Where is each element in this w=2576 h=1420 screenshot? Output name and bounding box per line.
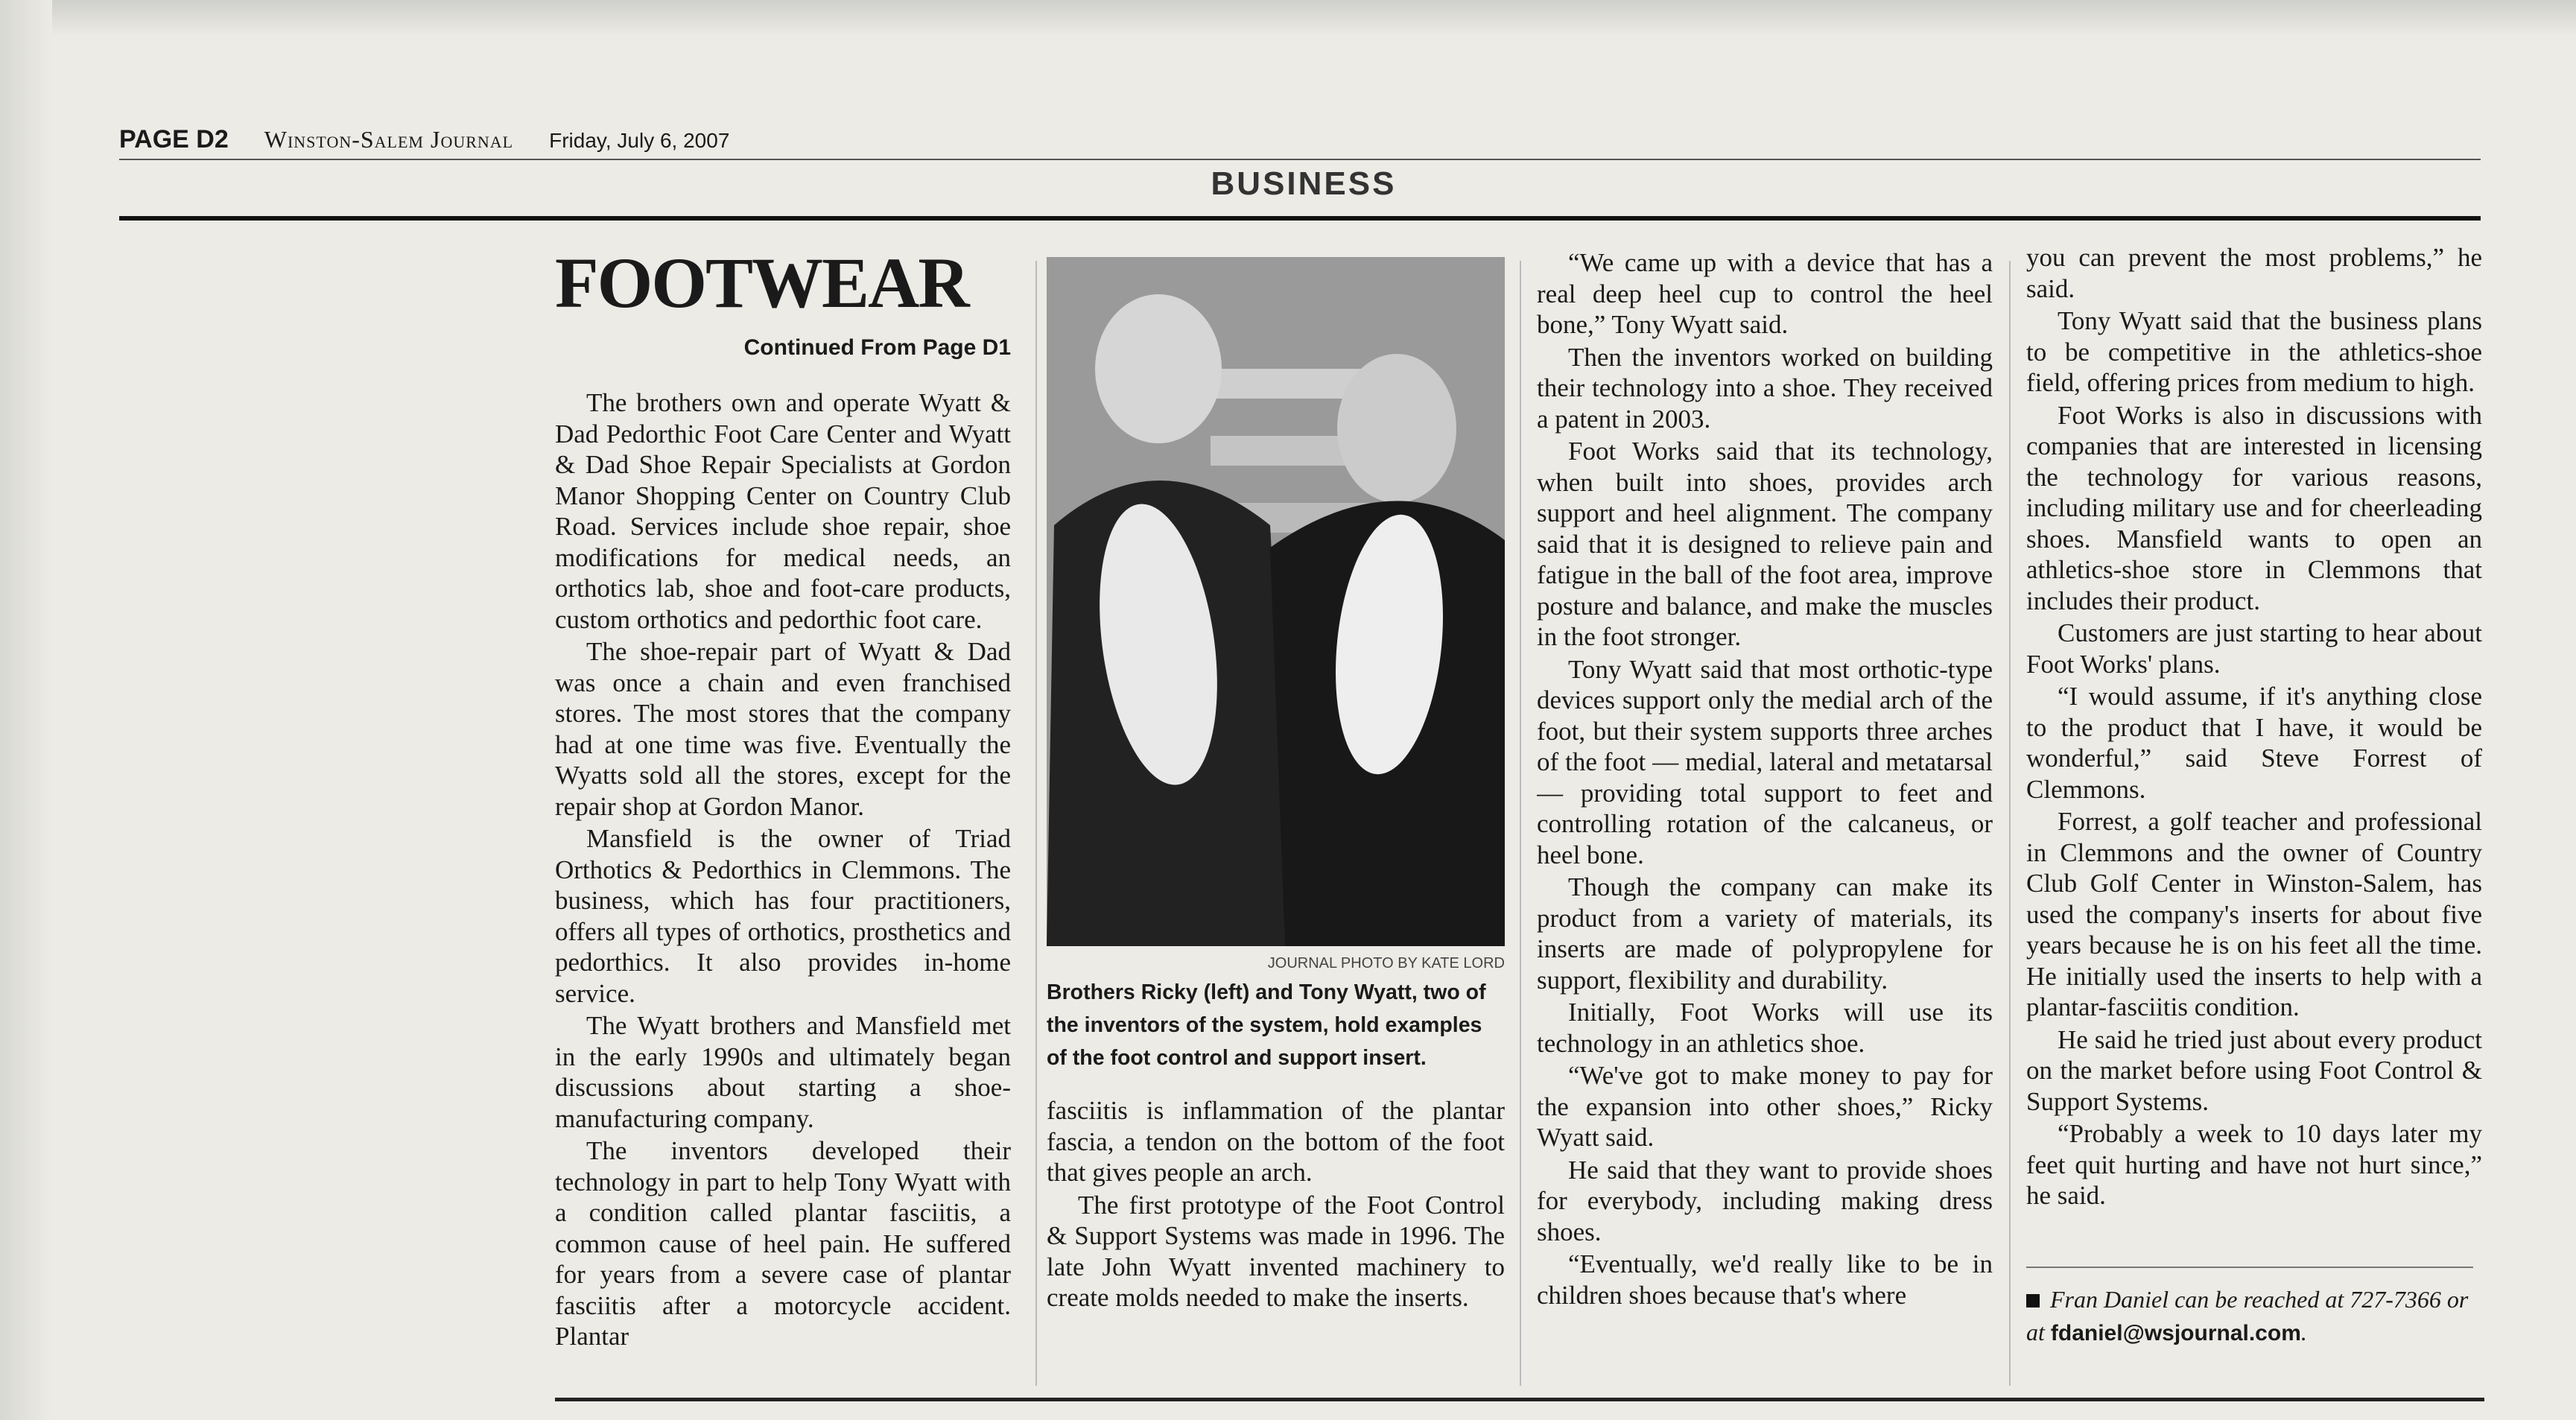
paragraph: Foot Works said that its technology, when built into shoes, provides arch support and heel alignment. The company said that it is designed to relieve pain and fatigue in the ball of the foot area, improve posture and balance, and make the muscles in the foot stronger.	[1537, 437, 1993, 651]
headline: FOOTWEAR	[555, 243, 968, 323]
signoff-text: Fran Daniel can be reached at 727-7366 or at	[2026, 1286, 2469, 1345]
brothers-photo-illustration	[1047, 257, 1505, 946]
page-number: PAGE D2	[119, 125, 229, 153]
signoff-rule	[2026, 1267, 2473, 1268]
paragraph: Forrest, a golf teacher and professional in Clemmons and the owner of Country Club Golf Center in Winston-Salem, has used the company's inserts for about five years because he is on his feet all the time. He initially used the inserts to help with a plantar-fasciitis condition.	[2026, 807, 2482, 1021]
paragraph: The Wyatt brothers and Mansfield met in the early 1990s and ultimately began discussions about starting a shoe-manufacturing company.	[555, 1011, 1011, 1133]
photo-credit: JOURNAL PHOTO BY KATE LORD	[1267, 955, 1505, 972]
paragraph: “We've got to make money to pay for the expansion into other shoes,” Ricky Wyatt said.	[1537, 1061, 1993, 1152]
paragraph: The brothers own and operate Wyatt & Dad Pedorthic Foot Care Center and Wyatt & Dad Shoe Repair Specialists at Gordon Manor Shopping Center on Country Club Road. Services include shoe repair, shoe modifications for medical needs, an orthotics lab, shoe and foot-care products, custom orthotics and pedorthic foot care.	[555, 388, 1011, 634]
continued-from: Continued From Page D1	[743, 335, 1011, 360]
section-label: BUSINESS	[1211, 165, 1397, 202]
paragraph: Tony Wyatt said that the business plans to be competitive in the athletics-shoe field, offering prices from medium to high.	[2026, 306, 2482, 397]
paragraph: “We came up with a device that has a real deep heel cup to control the heel bone,” Tony Wyatt said.	[1537, 248, 1993, 339]
paper-edge-top	[0, 0, 2576, 36]
paragraph: Mansfield is the owner of Triad Orthotics & Pedorthics in Clemmons. The business, which has four practitioners, offers all types of orthotics, prosthetics and pedorthics. It also provides in-home service.	[555, 824, 1011, 1008]
paragraph: The inventors developed their technology in part to help Tony Wyatt with a condition called plantar fasciitis, a common cause of heel pain. He suffered for years from a severe case of plantar fasciitis after a motorcycle accident. Plantar	[555, 1136, 1011, 1351]
article-column-4	[2026, 242, 2482, 1259]
article-column-3	[1537, 247, 1993, 1365]
signoff-period: .	[2300, 1319, 2307, 1345]
paragraph: The shoe-repair part of Wyatt & Dad was once a chain and even franchised stores. The most stores that the company had at one time was five. Eventually the Wyatts sold all the stores, except for the repair shop at Gordon Manor.	[555, 637, 1011, 821]
paragraph: you can prevent the most problems,” he said.	[2026, 243, 2482, 303]
article-column-2	[1047, 1095, 1505, 1363]
publication-date: Friday, July 6, 2007	[549, 129, 730, 152]
column-rule	[1520, 261, 1521, 1386]
article-photo	[1047, 257, 1505, 946]
paragraph: The first prototype of the Foot Control & Support Systems was made in 1996. The late John Wyatt invented machinery to create molds needed to make the inserts.	[1047, 1190, 1505, 1312]
paragraph: “Eventually, we'd really like to be in children shoes because that's where	[1537, 1249, 1993, 1310]
paragraph: He said he tried just about every product on the market before using Foot Control & Support Systems.	[2026, 1024, 2482, 1116]
paragraph: Customers are just starting to hear about Foot Works' plans.	[2026, 618, 2482, 679]
paragraph: Foot Works is also in discussions with companies that are interested in licensing the technology for various reasons, including military use and for cheerleading shoes. Mansfield wants to open an athletics-shoe store in Clemmons that includes their product.	[2026, 400, 2482, 615]
author-signoff	[2026, 1283, 2473, 1350]
masthead: Winston-Salem Journal	[264, 126, 514, 153]
article-column-1	[555, 387, 1011, 1360]
header-rule	[119, 159, 2481, 160]
page-header	[119, 125, 2481, 159]
author-email-link[interactable]: fdaniel@wsjournal.com	[2050, 1321, 2301, 1345]
bullet-icon	[2026, 1294, 2040, 1308]
column-rule	[1035, 261, 1037, 1386]
bottom-rule	[555, 1398, 2484, 1401]
paragraph: Initially, Foot Works will use its technology in an athletics shoe.	[1537, 998, 1993, 1058]
paragraph: “I would assume, if it's anything close to the product that I have, it would be wonderful,” said Steve Forrest of Clemmons.	[2026, 682, 2482, 804]
paper-edge-left	[0, 0, 52, 1420]
paragraph: Tony Wyatt said that most orthotic-type devices support only the medial arch of the foot, but their system supports three arches of the foot — medial, lateral and metatarsal — providing total support to feet and controlling rotation of the calcaneus, or heel bone.	[1537, 654, 1993, 869]
paragraph: He said that they want to provide shoes for everybody, including making dress shoes.	[1537, 1155, 1993, 1246]
paragraph: “Probably a week to 10 days later my feet quit hurting and have not hurt since,” he said.	[2026, 1119, 2482, 1210]
paragraph: fasciitis is inflammation of the plantar fascia, a tendon on the bottom of the foot that gives people an arch.	[1047, 1096, 1505, 1187]
section-rule	[119, 216, 2481, 221]
paragraph: Though the company can make its product from a variety of materials, its inserts are made of polypropylene for support, flexibility and durability.	[1537, 872, 1993, 995]
photo-caption: Brothers Ricky (left) and Tony Wyatt, two of the inventors of the system, hold examples of the foot control and support insert.	[1047, 980, 1486, 1070]
paragraph: Then the inventors worked on building their technology into a shoe. They received a patent in 2003.	[1537, 342, 1993, 434]
column-rule	[2009, 261, 2011, 1386]
